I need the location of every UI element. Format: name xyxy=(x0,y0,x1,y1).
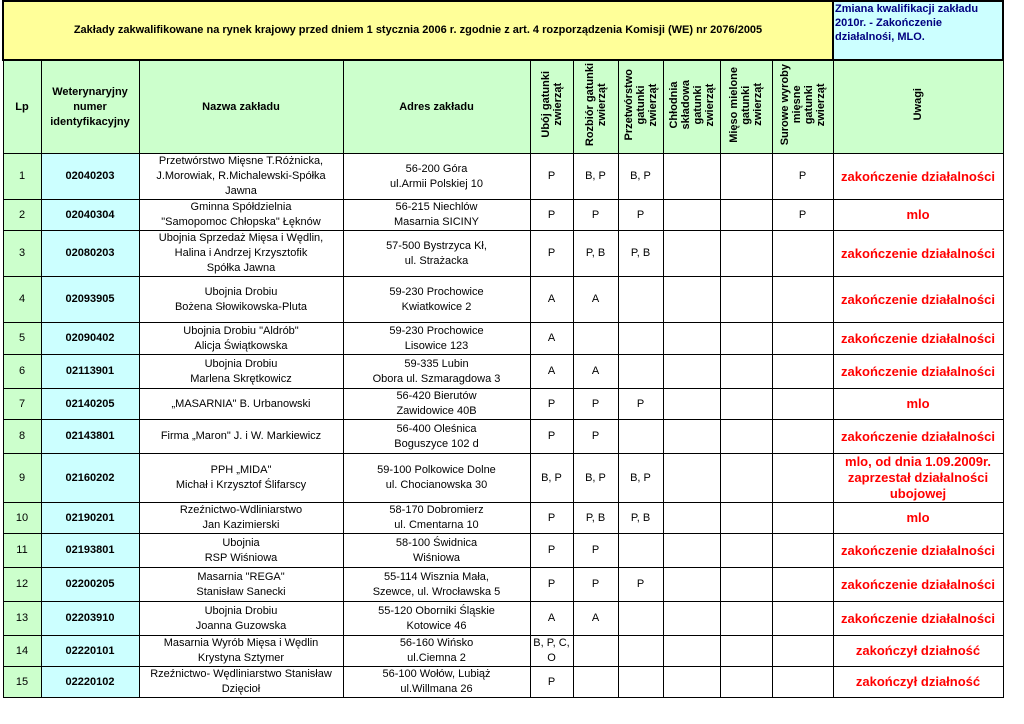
row-remarks: zakończenie działalności xyxy=(833,602,1003,636)
row-vet-number: 02080203 xyxy=(41,231,139,277)
row-cutting: P xyxy=(573,200,618,231)
row-processing xyxy=(618,602,663,636)
row-raw-products xyxy=(772,568,833,602)
row-cold-store xyxy=(663,389,720,420)
row-slaughter: P xyxy=(530,667,573,698)
row-address: 59-230 Prochowice Kwiatkowice 2 xyxy=(343,277,530,323)
row-raw-products xyxy=(772,420,833,454)
row-minced-meat xyxy=(720,534,772,568)
row-remarks: mlo, od dnia 1.09.2009r. zaprzestał działalności ubojowej xyxy=(833,454,1003,503)
row-vet-number: 02143801 xyxy=(41,420,139,454)
row-slaughter: P xyxy=(530,231,573,277)
row-cutting: P, B xyxy=(573,503,618,534)
header-cutting xyxy=(573,60,618,154)
row-lp: 6 xyxy=(3,355,41,389)
row-processing: P, B xyxy=(618,231,663,277)
row-remarks: zakończenie działalności xyxy=(833,420,1003,454)
row-name: Ubojnia Sprzedaż Mięsa i Wędlin, Halina i Andrzej Krzysztofik Spółka Jawna xyxy=(139,231,343,277)
row-raw-products xyxy=(772,355,833,389)
row-remarks: zakończenie działalności xyxy=(833,355,1003,389)
row-address: 55-114 Wisznia Mała, Szewce, ul. Wrocławska 5 xyxy=(343,568,530,602)
row-slaughter: P xyxy=(530,389,573,420)
row-cold-store xyxy=(663,420,720,454)
row-cutting xyxy=(573,323,618,355)
row-name: „MASARNIA" B. Urbanowski xyxy=(139,389,343,420)
table-title: Zakłady zakwalifikowane na rynek krajowy przed dniem 1 stycznia 2006 r. zgodnie z art. 4 rozporządzenia Komisji (WE) nr 2076/2005 xyxy=(3,1,833,60)
row-name: Ubojnia Drobiu Marlena Skrętkowicz xyxy=(139,355,343,389)
row-remarks: mlo xyxy=(833,389,1003,420)
table-row xyxy=(3,200,1003,231)
row-vet-number: 02040203 xyxy=(41,154,139,200)
row-cold-store xyxy=(663,277,720,323)
row-cutting: B, P xyxy=(573,454,618,503)
row-cold-store xyxy=(663,454,720,503)
row-vet-number: 02190201 xyxy=(41,503,139,534)
row-minced-meat xyxy=(720,636,772,667)
row-raw-products xyxy=(772,454,833,503)
row-slaughter: B, P xyxy=(530,454,573,503)
row-address: 56-420 Bierutów Zawidowice 40B xyxy=(343,389,530,420)
row-raw-products: P xyxy=(772,200,833,231)
row-name: Ubojnia Drobiu Bożena Słowikowska-Pluta xyxy=(139,277,343,323)
row-minced-meat xyxy=(720,667,772,698)
row-processing: B, P xyxy=(618,154,663,200)
row-address: 56-100 Wołów, Lubiąż ul.Willmana 26 xyxy=(343,667,530,698)
row-address: 55-120 Oborniki Śląskie Kotowice 46 xyxy=(343,602,530,636)
row-raw-products xyxy=(772,534,833,568)
row-name: Ubojnia Drobiu Joanna Guzowska xyxy=(139,602,343,636)
row-cold-store xyxy=(663,568,720,602)
row-cold-store xyxy=(663,534,720,568)
row-raw-products xyxy=(772,323,833,355)
table-row xyxy=(3,602,1003,636)
header-cutting-label: Rozbiór gatunki zwierząt xyxy=(583,62,608,147)
header-name: Nazwa zakładu xyxy=(139,60,343,154)
table-row xyxy=(3,389,1003,420)
row-lp: 10 xyxy=(3,503,41,534)
row-vet-number: 02040304 xyxy=(41,200,139,231)
header-slaughter xyxy=(530,60,573,154)
row-address: 59-335 Lubin Obora ul. Szmaragdowa 3 xyxy=(343,355,530,389)
row-remarks: zakończenie działalności xyxy=(833,534,1003,568)
row-lp: 12 xyxy=(3,568,41,602)
header-remarks-label: Uwagi xyxy=(912,88,924,121)
row-vet-number: 02220102 xyxy=(41,667,139,698)
table-row xyxy=(3,154,1003,200)
row-minced-meat xyxy=(720,200,772,231)
row-name: Rzeźnictwo- Wędliniarstwo Stanisław Dzięcioł xyxy=(139,667,343,698)
row-remarks: zakończenie działalności xyxy=(833,154,1003,200)
row-minced-meat xyxy=(720,277,772,323)
header-slaughter-label: Ubój gatunki zwierząt xyxy=(539,71,564,138)
header-remarks xyxy=(833,60,1003,154)
row-cold-store xyxy=(663,355,720,389)
row-cutting: B, P xyxy=(573,154,618,200)
row-cutting: A xyxy=(573,602,618,636)
row-processing xyxy=(618,323,663,355)
row-minced-meat xyxy=(720,355,772,389)
row-lp: 3 xyxy=(3,231,41,277)
row-lp: 2 xyxy=(3,200,41,231)
row-raw-products xyxy=(772,503,833,534)
row-minced-meat xyxy=(720,602,772,636)
row-name: PPH „MIDA" Michał i Krzysztof Ślifarscy xyxy=(139,454,343,503)
table-row xyxy=(3,277,1003,323)
row-cold-store xyxy=(663,154,720,200)
row-minced-meat xyxy=(720,568,772,602)
row-processing: P xyxy=(618,200,663,231)
row-slaughter: P xyxy=(530,534,573,568)
row-lp: 15 xyxy=(3,667,41,698)
row-remarks: zakończenie działalności xyxy=(833,231,1003,277)
header-address: Adres zakładu xyxy=(343,60,530,154)
row-remarks: zakończenie działalności xyxy=(833,568,1003,602)
row-remarks: zakończenie działalności xyxy=(833,323,1003,355)
table-row xyxy=(3,454,1003,503)
row-minced-meat xyxy=(720,389,772,420)
row-lp: 11 xyxy=(3,534,41,568)
row-vet-number: 02160202 xyxy=(41,454,139,503)
row-name: Gminna Spółdzielnia "Samopomoc Chłopska" Łęknów xyxy=(139,200,343,231)
row-lp: 1 xyxy=(3,154,41,200)
row-address: 59-230 Prochowice Lisowice 123 xyxy=(343,323,530,355)
row-cold-store xyxy=(663,503,720,534)
row-cold-store xyxy=(663,602,720,636)
row-address: 59-100 Polkowice Dolne ul. Chocianowska 30 xyxy=(343,454,530,503)
row-name: Masarnia "REGA" Stanisław Sanecki xyxy=(139,568,343,602)
row-lp: 8 xyxy=(3,420,41,454)
row-cutting: A xyxy=(573,355,618,389)
row-lp: 4 xyxy=(3,277,41,323)
table-row xyxy=(3,503,1003,534)
row-name: Ubojnia RSP Wiśniowa xyxy=(139,534,343,568)
header-cold-store xyxy=(663,60,720,154)
row-address: 58-170 Dobromierz ul. Cmentarna 10 xyxy=(343,503,530,534)
header-raw-products xyxy=(772,60,833,154)
row-vet-number: 02200205 xyxy=(41,568,139,602)
row-raw-products xyxy=(772,231,833,277)
row-cold-store xyxy=(663,323,720,355)
row-address: 56-200 Góra ul.Armii Polskiej 10 xyxy=(343,154,530,200)
table-row xyxy=(3,568,1003,602)
row-processing: P xyxy=(618,568,663,602)
row-processing: P xyxy=(618,389,663,420)
row-minced-meat xyxy=(720,154,772,200)
row-minced-meat xyxy=(720,454,772,503)
row-vet-number: 02193801 xyxy=(41,534,139,568)
row-lp: 5 xyxy=(3,323,41,355)
table-row xyxy=(3,667,1003,698)
row-address: 57-500 Bystrzyca Kł, ul. Strażacka xyxy=(343,231,530,277)
row-slaughter: A xyxy=(530,602,573,636)
row-cutting xyxy=(573,636,618,667)
row-remarks: zakończył działność xyxy=(833,667,1003,698)
header-minced-meat xyxy=(720,60,772,154)
row-address: 58-100 Świdnica Wiśniowa xyxy=(343,534,530,568)
row-slaughter: P xyxy=(530,503,573,534)
table-row xyxy=(3,231,1003,277)
row-cutting: P xyxy=(573,389,618,420)
row-slaughter: P xyxy=(530,154,573,200)
row-vet-number: 02093905 xyxy=(41,277,139,323)
table-row xyxy=(3,534,1003,568)
header-minced-meat-label: Mięso mielone gatunki zwierząt xyxy=(728,66,764,143)
row-vet-number: 02203910 xyxy=(41,602,139,636)
header-vet-number: Weterynaryjny numer identyfikacyjny xyxy=(41,60,139,154)
establishments-table xyxy=(2,0,1004,698)
row-slaughter: A xyxy=(530,323,573,355)
row-processing: B, P xyxy=(618,454,663,503)
header-cold-store-label: Chłodnia składowa gatunki zwierząt xyxy=(667,79,716,130)
row-processing: P, B xyxy=(618,503,663,534)
row-name: Masarnia Wyrób Mięsa i Wędlin Krystyna Sztymer xyxy=(139,636,343,667)
row-cold-store xyxy=(663,231,720,277)
table-row xyxy=(3,636,1003,667)
row-slaughter: B, P, C, O xyxy=(530,636,573,667)
row-lp: 13 xyxy=(3,602,41,636)
row-vet-number: 02090402 xyxy=(41,323,139,355)
row-name: Ubojnia Drobiu "Aldrób" Alicja Świątkowska xyxy=(139,323,343,355)
row-lp: 9 xyxy=(3,454,41,503)
row-processing xyxy=(618,277,663,323)
row-minced-meat xyxy=(720,503,772,534)
row-vet-number: 02220101 xyxy=(41,636,139,667)
row-address: 56-400 Oleśnica Boguszyce 102 d xyxy=(343,420,530,454)
row-processing xyxy=(618,355,663,389)
row-remarks: zakończył działność xyxy=(833,636,1003,667)
row-remarks: mlo xyxy=(833,503,1003,534)
row-raw-products xyxy=(772,667,833,698)
row-cutting: P xyxy=(573,534,618,568)
row-slaughter: A xyxy=(530,277,573,323)
row-cold-store xyxy=(663,667,720,698)
row-raw-products xyxy=(772,277,833,323)
row-raw-products xyxy=(772,602,833,636)
change-header: Zmiana kwalifikacji zakładu 2010r. - Zakończenie działalnośi, MLO. xyxy=(833,1,1003,60)
row-vet-number: 02140205 xyxy=(41,389,139,420)
row-remarks: zakończenie działalności xyxy=(833,277,1003,323)
row-cutting: P xyxy=(573,420,618,454)
row-slaughter: A xyxy=(530,355,573,389)
row-address: 56-215 Niechlów Masarnia SICINY xyxy=(343,200,530,231)
row-slaughter: P xyxy=(530,200,573,231)
row-processing xyxy=(618,667,663,698)
header-processing xyxy=(618,60,663,154)
header-row xyxy=(3,60,1003,154)
row-cutting: P xyxy=(573,568,618,602)
row-lp: 7 xyxy=(3,389,41,420)
row-cold-store xyxy=(663,200,720,231)
table-row xyxy=(3,420,1003,454)
row-lp: 14 xyxy=(3,636,41,667)
row-remarks: mlo xyxy=(833,200,1003,231)
row-raw-products: P xyxy=(772,154,833,200)
row-name: Rzeźnictwo-Wdliniarstwo Jan Kazimierski xyxy=(139,503,343,534)
row-address: 56-160 Wińsko ul.Ciemna 2 xyxy=(343,636,530,667)
row-cutting: A xyxy=(573,277,618,323)
table-row xyxy=(3,355,1003,389)
table-row xyxy=(3,323,1003,355)
row-slaughter: P xyxy=(530,568,573,602)
row-cutting xyxy=(573,667,618,698)
header-processing-label: Przetwórstwo gatunki zwierząt xyxy=(622,68,659,141)
row-minced-meat xyxy=(720,323,772,355)
row-raw-products xyxy=(772,389,833,420)
row-name: Przetwórstwo Mięsne T.Różnicka, J.Morowiak, R.Michalewski-Spółka Jawna xyxy=(139,154,343,200)
row-name: Firma „Maron" J. i W. Markiewicz xyxy=(139,420,343,454)
header-lp: Lp xyxy=(3,60,41,154)
row-cold-store xyxy=(663,636,720,667)
row-minced-meat xyxy=(720,420,772,454)
row-raw-products xyxy=(772,636,833,667)
row-slaughter: P xyxy=(530,420,573,454)
header-raw-products-label: Surowe wyroby mięsne gatunki zwierząt xyxy=(778,63,827,146)
row-processing xyxy=(618,420,663,454)
row-processing xyxy=(618,534,663,568)
row-minced-meat xyxy=(720,231,772,277)
row-processing xyxy=(618,636,663,667)
row-cutting: P, B xyxy=(573,231,618,277)
title-row xyxy=(3,1,1003,60)
row-vet-number: 02113901 xyxy=(41,355,139,389)
